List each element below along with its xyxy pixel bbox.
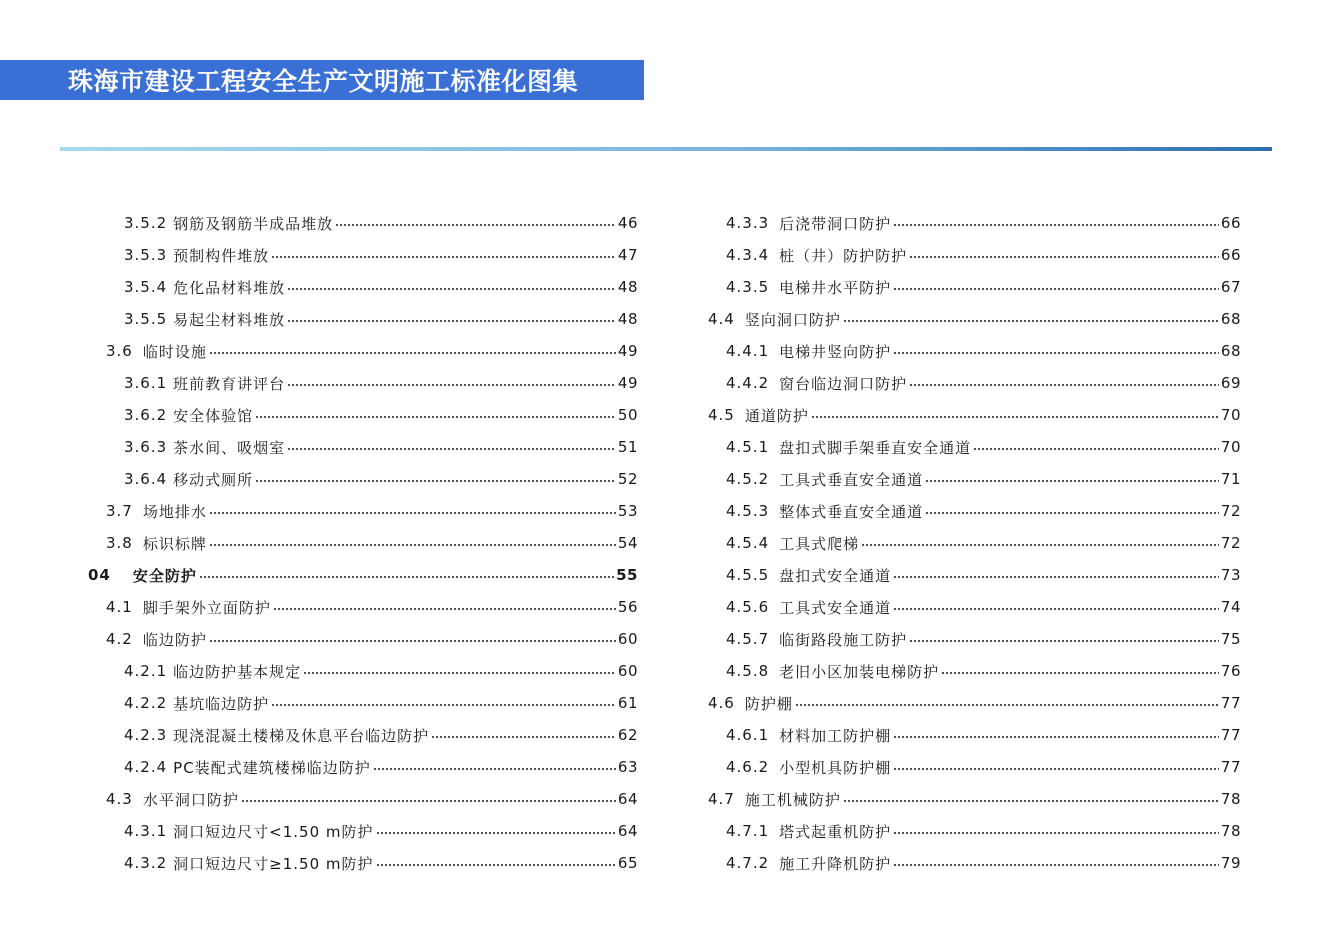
toc-entry-number: 3.5.2 [124,214,168,232]
toc-dot-leader [861,541,1219,549]
toc-entry[interactable] [0,399,1241,431]
toc-entry-number: 4.5 [708,406,735,424]
toc-dot-leader [893,829,1219,837]
toc-entry-number: 3.6 [106,342,133,360]
toc-dot-leader [893,573,1219,581]
toc-entry-label: 钢筋及钢筋半成品堆放 [173,214,334,233]
toc-entry-label: PC装配式建筑楼梯临边防护 [173,758,371,777]
toc-entry-number: 4.3.5 [726,278,770,296]
toc-entry-number: 4.2.1 [124,662,168,680]
toc-entry-label: 工具式安全通道 [779,598,892,617]
toc-entry-number: 4.5.2 [726,470,770,488]
toc-entry-number: 04 [88,566,111,584]
toc-entry-number: 4.6 [708,694,735,712]
toc-entry-label: 洞口短边尺寸<1.50 m防护 [173,822,374,841]
toc-entry-page: 48 [617,310,638,328]
toc-entry-number: 3.5.3 [124,246,168,264]
toc-dot-leader [893,349,1219,357]
toc-dot-leader [811,413,1219,421]
toc-entry[interactable] [0,687,1241,719]
toc-entry-page: 61 [617,694,638,712]
toc-entry[interactable] [0,719,1241,751]
toc-dot-leader [909,253,1219,261]
toc-entry-number: 3.8 [106,534,133,552]
toc-entry-label: 班前教育讲评台 [173,374,286,393]
toc-entry-number: 4.2.2 [124,694,168,712]
toc-entry-page: 54 [617,534,638,552]
toc-entry-page: 65 [617,854,638,872]
toc-entry-label: 临边防护基本规定 [173,662,302,681]
toc-entry-label: 茶水间、吸烟室 [173,438,286,457]
toc-entry-label: 危化品材料堆放 [173,278,286,297]
toc-entry-label: 塔式起重机防护 [779,822,892,841]
toc-entry-page: 71 [1220,470,1241,488]
toc-entry-number: 3.6.4 [124,470,168,488]
toc-entry-label: 场地排水 [142,502,207,521]
toc-entry-label: 盘扣式安全通道 [779,566,892,585]
toc-dot-leader [893,221,1219,229]
toc-entry-number: 4.3.4 [726,246,770,264]
toc-entry-number: 4.3.2 [124,854,168,872]
toc-entry-page: 73 [1220,566,1241,584]
toc-entry-page: 77 [1220,694,1241,712]
toc-entry-number: 3.7 [106,502,133,520]
toc-entry-page: 69 [1220,374,1241,392]
toc-entry-label: 小型机具防护棚 [779,758,892,777]
toc-entry-page: 49 [617,374,638,392]
toc-dot-leader [843,317,1219,325]
toc-entry[interactable] [0,271,1241,303]
toc-entry[interactable] [0,751,1241,783]
toc-entry-page: 77 [1220,726,1241,744]
toc-entry-label: 临边防护 [142,630,207,649]
toc-entry-number: 4.7.1 [726,822,770,840]
toc-entry-number: 3.5.5 [124,310,168,328]
toc-entry-page: 78 [1220,790,1241,808]
toc-dot-leader [893,733,1219,741]
toc-entry-label: 通道防护 [744,406,809,425]
toc-entry[interactable] [0,783,1241,815]
toc-entry[interactable] [0,847,1241,879]
toc-entry-label: 防护棚 [744,694,793,713]
toc-dot-leader [925,477,1219,485]
toc-entry-label: 水平洞口防护 [142,790,239,809]
toc-dot-leader [795,701,1219,709]
toc-entry-number: 3.6.3 [124,438,168,456]
toc-entry[interactable] [0,623,1241,655]
toc-entry-number: 4.1 [106,598,133,616]
toc-entry-number: 4.5.5 [726,566,770,584]
toc-entry-number: 4.3 [106,790,133,808]
toc-dot-leader [973,445,1219,453]
toc-entry-label: 洞口短边尺寸≥1.50 m防护 [173,854,374,873]
toc-entry-number: 4.5.8 [726,662,770,680]
toc-entry-page: 79 [1220,854,1241,872]
toc-entry-number: 4.7.2 [726,854,770,872]
toc-entry-page: 50 [617,406,638,424]
toc-entry-number: 4.2.4 [124,758,168,776]
toc-dot-leader [909,637,1219,645]
toc-entry[interactable] [0,303,1241,335]
toc-entry-label: 电梯井水平防护 [779,278,892,297]
toc-entry-page: 70 [1220,406,1241,424]
toc-entry-number: 4.3.1 [124,822,168,840]
header-divider [60,147,1272,151]
toc-entry-page: 66 [1220,246,1241,264]
toc-dot-leader [843,797,1219,805]
toc-entry-page: 74 [1220,598,1241,616]
toc-dot-leader [893,861,1219,869]
toc-entry-page: 60 [617,662,638,680]
toc-entry-number: 4.3.3 [726,214,770,232]
title-banner [0,60,644,100]
toc-entry-page: 64 [617,790,638,808]
toc-entry-page: 49 [617,342,638,360]
toc-entry-page: 72 [1220,534,1241,552]
toc-right-column [0,207,1241,879]
toc-entry-page: 63 [617,758,638,776]
toc-entry-label: 临时设施 [142,342,207,361]
toc-dot-leader [909,381,1219,389]
toc-entry-page: 75 [1220,630,1241,648]
toc-entry-label: 易起尘材料堆放 [173,310,286,329]
toc-entry-label: 移动式厕所 [173,470,254,489]
toc-entry-page: 78 [1220,822,1241,840]
toc-entry-page: 53 [617,502,638,520]
toc-entry-label: 整体式垂直安全通道 [779,502,924,521]
toc-entry-label: 后浇带洞口防护 [779,214,892,233]
toc-entry-label: 电梯井竖向防护 [779,342,892,361]
toc-entry-number: 4.7 [708,790,735,808]
toc-entry[interactable] [0,335,1241,367]
toc-entry-number: 4.4 [708,310,735,328]
toc-entry-page: 76 [1220,662,1241,680]
toc-entry[interactable] [0,527,1241,559]
toc-entry[interactable] [0,367,1241,399]
page-title: 珠海市建设工程安全生产文明施工标准化图集 [68,67,579,96]
toc-entry[interactable] [0,239,1241,271]
toc-dot-leader [893,285,1219,293]
toc-entry-page: 68 [1220,342,1241,360]
toc-entry-label: 标识标牌 [142,534,207,553]
toc-entry-label: 脚手架外立面防护 [142,598,271,617]
toc-entry-number: 4.5.4 [726,534,770,552]
toc-entry-page: 70 [1220,438,1241,456]
toc-entry-number: 4.2.3 [124,726,168,744]
toc-entry-label: 安全防护 [132,566,197,585]
toc-dot-leader [941,669,1219,677]
toc-entry-page: 48 [617,278,638,296]
toc-dot-leader [925,509,1219,517]
toc-entry[interactable] [0,431,1241,463]
toc-entry-label: 施工机械防护 [744,790,841,809]
toc-entry-label: 桩（井）防护防护 [779,246,908,265]
toc-entry-number: 4.6.2 [726,758,770,776]
toc-entry-page: 64 [617,822,638,840]
toc-entry-page: 62 [617,726,638,744]
toc-entry-label: 预制构件堆放 [173,246,270,265]
toc-dot-leader [893,605,1219,613]
toc-entry-page: 56 [617,598,638,616]
toc-entry-label: 老旧小区加装电梯防护 [779,662,940,681]
toc-entry-page: 67 [1220,278,1241,296]
toc-entry[interactable] [0,591,1241,623]
toc-entry[interactable] [0,655,1241,687]
toc-entry-page: 51 [617,438,638,456]
toc-entry-number: 4.5.3 [726,502,770,520]
toc-entry-number: 4.6.1 [726,726,770,744]
toc-entry-label: 工具式爬梯 [779,534,860,553]
toc-entry-number: 3.6.1 [124,374,168,392]
toc-entry-label: 基坑临边防护 [173,694,270,713]
toc-entry-number: 4.5.6 [726,598,770,616]
toc-entry-page: 52 [617,470,638,488]
toc-entry-number: 4.4.1 [726,342,770,360]
toc-entry-label: 施工升降机防护 [779,854,892,873]
toc-entry-page: 60 [617,630,638,648]
toc-entry[interactable] [0,207,1241,239]
toc-entry-page: 66 [1220,214,1241,232]
toc-entry-label: 盘扣式脚手架垂直安全通道 [779,438,972,457]
toc-entry-number: 4.4.2 [726,374,770,392]
toc-entry-label: 材料加工防护棚 [779,726,892,745]
toc-entry-page: 72 [1220,502,1241,520]
toc-entry-label: 安全体验馆 [173,406,254,425]
toc-entry-page: 46 [617,214,638,232]
toc-entry-label: 现浇混凝土楼梯及休息平台临边防护 [173,726,430,745]
toc-entry-label: 临街路段施工防护 [779,630,908,649]
toc-entry-label: 竖向洞口防护 [744,310,841,329]
toc-entry-label: 窗台临边洞口防护 [779,374,908,393]
toc-entry-page: 55 [616,566,638,584]
toc-entry-number: 3.5.4 [124,278,168,296]
toc-entry-number: 4.5.7 [726,630,770,648]
toc-dot-leader [893,765,1219,773]
toc-entry[interactable] [0,463,1241,495]
toc-entry-page: 77 [1220,758,1241,776]
toc-entry-label: 工具式垂直安全通道 [779,470,924,489]
toc-entry-page: 47 [617,246,638,264]
toc-entry-number: 4.5.1 [726,438,770,456]
toc-entry-number: 3.6.2 [124,406,168,424]
toc-entry-page: 68 [1220,310,1241,328]
toc-entry[interactable] [0,495,1241,527]
toc-entry[interactable] [0,815,1241,847]
toc-entry-number: 4.2 [106,630,133,648]
toc-entry[interactable] [0,559,1241,591]
